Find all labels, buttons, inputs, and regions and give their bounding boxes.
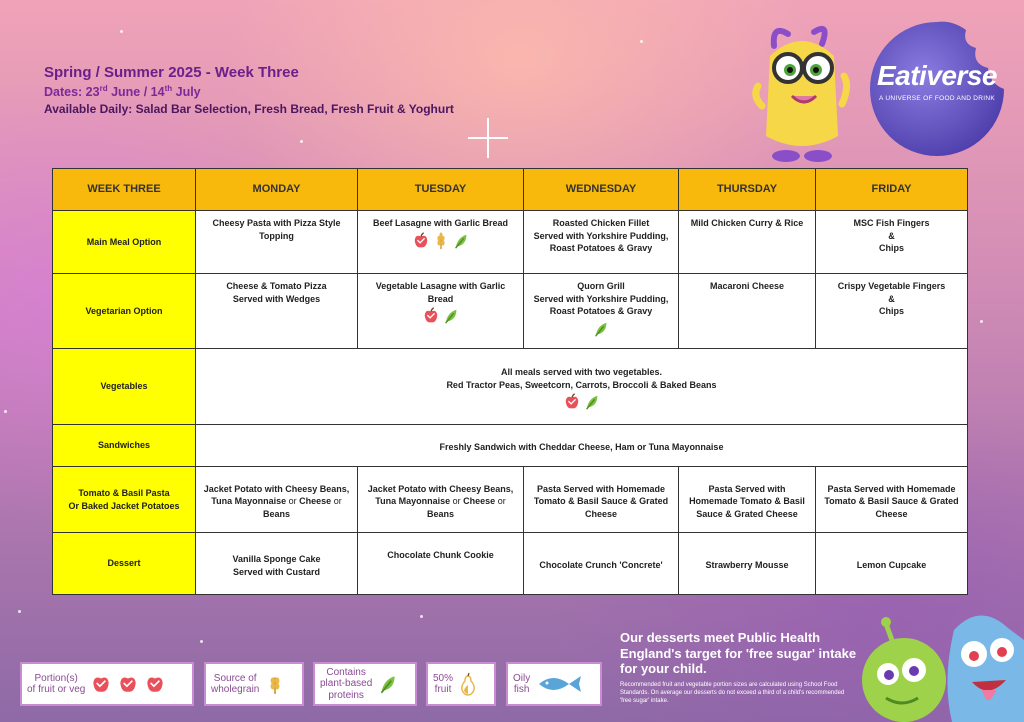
legend-label: Contains plant-based proteins — [320, 666, 373, 701]
cell-line: Bread — [427, 293, 454, 304]
cell-line: Jacket Potato with Cheesy Beans, — [203, 483, 350, 494]
col-week-three: WEEK THREE — [53, 169, 196, 211]
page-title: Spring / Summer 2025 - Week Three — [44, 64, 299, 81]
cell-line: MSC Fish Fingers — [853, 218, 930, 228]
wheat-icon — [432, 232, 450, 250]
legend-label: Source of wholegrain — [211, 672, 260, 695]
legend-50-fruit — [426, 662, 496, 706]
star — [300, 140, 303, 143]
nutrition-icons — [528, 320, 674, 338]
cell-line: Mild Chicken Curry & Rice — [690, 218, 804, 228]
cell-line: Served with Custard — [232, 566, 321, 577]
row-label-line: Tomato & Basil Pasta — [78, 487, 170, 498]
leaf-icon — [583, 393, 601, 411]
pasta-tuesday — [358, 467, 524, 533]
available-daily: Available Daily: Salad Bar Selection, Fresh Bread, Fresh Fruit & Yoghurt — [44, 102, 454, 116]
cell-line: Pasta Served with Homemade — [536, 483, 666, 494]
dessert-thursday: Strawberry Mousse — [679, 533, 816, 595]
pear-icon — [458, 671, 478, 697]
leaf-icon — [592, 320, 610, 338]
star — [420, 615, 423, 618]
col-monday: MONDAY — [196, 169, 358, 211]
legend-fruit-veg — [20, 662, 194, 706]
legend-oily-fish — [506, 662, 602, 706]
legend-label: Portion(s) of fruit or veg — [27, 672, 86, 695]
table-row-pasta-potato — [53, 467, 968, 533]
main-monday — [196, 211, 358, 274]
cell-line: All meals served with two vegetables. — [500, 366, 663, 377]
fish-icon — [535, 672, 585, 696]
sugar-target-note: Recommended fruit and vegetable portion sizes are calculated using School Food Standards. On average our desserts do not exceed a third of a child's recommended 'free sugar' intake. — [620, 682, 845, 704]
table-row-sandwiches — [53, 425, 968, 467]
sugar-target-headline: Our desserts meet Public Health England's target for 'free sugar' intake for your child. — [620, 630, 857, 677]
cell-line: Quorn Grill — [577, 281, 625, 291]
leaf-icon — [452, 232, 470, 250]
pasta-friday — [816, 467, 968, 533]
star — [640, 40, 643, 43]
legend-label: Oily fish — [513, 672, 531, 695]
main-thursday — [679, 211, 816, 274]
cell-line: Crispy Vegetable Fingers — [837, 281, 946, 291]
veg-tuesday — [358, 274, 524, 349]
veg-friday — [816, 274, 968, 349]
cell-line: & — [888, 230, 895, 241]
cell-line: Cheese — [875, 508, 908, 519]
legend-label: 50% fruit — [433, 672, 454, 695]
star — [980, 320, 983, 323]
wheat-icon — [264, 671, 286, 697]
cell-line: & — [888, 293, 895, 304]
weekly-menu-table — [52, 168, 968, 595]
cell-line: Roast Potatoes & Gravy — [549, 243, 653, 254]
col-tuesday: TUESDAY — [358, 169, 524, 211]
nutrition-icons — [362, 232, 519, 250]
monster-mascot-icon — [752, 16, 852, 166]
logo-name: Eativerse — [876, 60, 998, 91]
legend-wholegrain — [204, 662, 304, 706]
table-row-vegetarian — [53, 274, 968, 349]
star — [4, 410, 7, 413]
table-row-main — [53, 211, 968, 274]
sparkle-icon — [468, 118, 508, 158]
cell-line: Served with Yorkshire Pudding, — [533, 293, 669, 304]
cell-line: Tuna Mayonnaise or Cheese or — [375, 496, 506, 507]
cell-line: Beef Lasagne with Garlic Bread — [372, 218, 509, 228]
row-label-pasta-potato — [53, 467, 196, 533]
pasta-thursday — [679, 467, 816, 533]
dessert-wednesday: Chocolate Crunch 'Concrete' — [524, 533, 679, 595]
nutrition-icons — [362, 307, 519, 325]
vegetables-all-days — [196, 349, 968, 425]
apple-icon — [117, 672, 139, 696]
row-label-sandwiches: Sandwiches — [53, 425, 196, 467]
dates-line: Dates: 23rd June / 14th July — [44, 84, 201, 100]
cell-line: Vegetable Lasagne with Garlic — [375, 281, 506, 291]
leaf-icon — [377, 671, 399, 697]
cell-line: Jacket Potato with Cheesy Beans, — [367, 483, 514, 494]
legend-plant-protein — [313, 662, 417, 706]
nutrition-icons — [200, 393, 963, 411]
apple-icon — [144, 672, 166, 696]
cell-line: Vanilla Sponge Cake — [232, 553, 321, 564]
apple-icon — [422, 307, 440, 325]
apple-icon — [90, 672, 112, 696]
row-label-line: Or Baked Jacket Potatoes — [68, 500, 180, 511]
col-friday: FRIDAY — [816, 169, 968, 211]
cell-line: Macaroni Cheese — [709, 281, 785, 291]
apple-icon — [563, 393, 581, 411]
pasta-monday — [196, 467, 358, 533]
cell-line: Roasted Chicken Fillet — [552, 218, 650, 228]
col-wednesday: WEDNESDAY — [524, 169, 679, 211]
veg-wednesday — [524, 274, 679, 349]
dessert-tuesday: Chocolate Chunk Cookie — [358, 533, 524, 595]
monsters-mascot-icon — [856, 600, 1024, 722]
sandwiches-all-days: Freshly Sandwich with Cheddar Cheese, Ham or Tuna Mayonnaise — [196, 425, 968, 467]
veg-thursday — [679, 274, 816, 349]
logo-tagline: A UNIVERSE OF FOOD AND DRINK — [878, 95, 996, 102]
leaf-icon — [442, 307, 460, 325]
cell-line: Beans — [262, 508, 290, 519]
table-row-vegetables — [53, 349, 968, 425]
table-row-dessert — [53, 533, 968, 595]
main-friday — [816, 211, 968, 274]
cell-line: Served with Wedges — [232, 293, 321, 304]
row-label-main: Main Meal Option — [53, 211, 196, 274]
apple-icon — [412, 232, 430, 250]
row-label-dessert: Dessert — [53, 533, 196, 595]
dessert-monday — [196, 533, 358, 595]
main-tuesday — [358, 211, 524, 274]
star — [120, 30, 123, 33]
cell-line: Served with Yorkshire Pudding, — [533, 230, 669, 241]
dessert-friday: Lemon Cupcake — [816, 533, 968, 595]
row-label-vegetarian: Vegetarian Option — [53, 274, 196, 349]
cell-line: Red Tractor Peas, Sweetcorn, Carrots, Broccoli & Baked Beans — [446, 379, 717, 390]
cell-line: Pasta Served with — [708, 483, 786, 494]
cell-line: Cheese — [584, 508, 618, 519]
cell-line: Chips — [878, 243, 904, 254]
row-label-vegetables: Vegetables — [53, 349, 196, 425]
main-wednesday — [524, 211, 679, 274]
pasta-wednesday — [524, 467, 679, 533]
cell-line: Pasta Served with Homemade — [827, 483, 956, 494]
cell-line: Homemade Tomato & Basil — [689, 496, 805, 507]
cell-line: Topping — [259, 230, 294, 241]
star — [18, 610, 21, 613]
cell-line: Beans — [426, 508, 454, 519]
eativerse-logo — [866, 18, 1008, 160]
cell-line: Sauce & Grated Cheese — [696, 508, 798, 519]
cell-line: Tomato & Basil Sauce & Grated — [824, 496, 959, 507]
cell-line: Cheesy Pasta with Pizza Style — [212, 218, 341, 228]
star — [200, 640, 203, 643]
col-thursday: THURSDAY — [679, 169, 816, 211]
cell-line: Roast Potatoes & Gravy — [549, 306, 653, 317]
table-header-row — [53, 169, 968, 211]
cell-line: Tuna Mayonnaise or Cheese or — [211, 496, 342, 507]
veg-monday — [196, 274, 358, 349]
cell-line: Tomato & Basil Sauce & Grated — [533, 496, 669, 507]
cell-line: Cheese & Tomato Pizza — [226, 281, 327, 291]
cell-line: Chips — [878, 306, 904, 317]
